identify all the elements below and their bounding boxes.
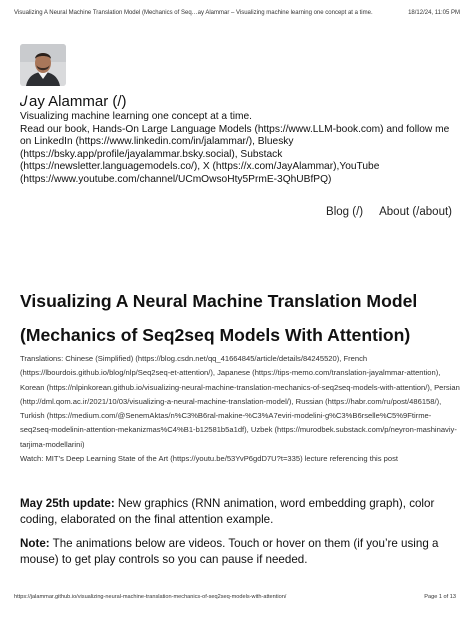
nav-link-about[interactable]: About (/about): [379, 206, 452, 218]
print-footer: [0, 594, 474, 604]
note-text: The animations below are videos. Touch or hover on them (if you’re using a mouse) to get play controls so you can pause if needed.: [20, 537, 439, 566]
nav-link-blog[interactable]: Blog (/): [326, 206, 364, 218]
print-footer-url: https://jalammar.github.io/visualizing-neural-machine-translation-mechanics-of-seq2seq-models-with-attention/: [14, 594, 287, 600]
update-paragraph: [20, 496, 460, 527]
note-label: Note:: [20, 537, 50, 550]
update-text: New graphics (RNN animation, word embedding graph), color coding, elaborated on the final attention example.: [20, 497, 435, 526]
text-cursor-icon: 𝐽: [20, 94, 28, 110]
watch-text: Watch: MIT’s Deep Learning State of the Art (https://youtu.be/53YvP6gdD7U?t=335) lecture referencing this post: [20, 454, 398, 464]
site-title: ay Alammar (/): [29, 93, 127, 110]
site-nav: [326, 206, 452, 218]
site-title-link[interactable]: [20, 93, 127, 110]
print-header-title: Visualizing A Neural Machine Translation Model (Mechanics of Seq…ay Alammar – Visualizing machine learning one concept at a time.: [14, 10, 373, 16]
site-tagline: Visualizing machine learning one concept at a time.: [20, 111, 252, 122]
print-header: [0, 10, 474, 20]
translations-block: [20, 352, 460, 466]
note-paragraph: [20, 536, 460, 567]
avatar-photo: [20, 44, 66, 86]
site-bio-text: Read our book, Hands-On Large Language Models (https://www.LLM-book.com) and follow me on LinkedIn (https://www.linkedin.com/in/jalammar/), Bluesky (https://bsky.app/profile/jayalammar.bsky.social), Substack (https://newsletter.languagemodels.co/), X (https://x.com/JayAlammar),YouTube (https://www.youtube.com/channel/UCmOwsoHty5PrmE-3QhUBfPQ): [20, 123, 450, 185]
print-header-datetime: 18/12/24, 11:05 PM: [408, 10, 460, 16]
site-bio: [20, 111, 460, 187]
print-footer-page: Page 1 of 13: [424, 594, 456, 600]
article-title: Visualizing A Neural Machine Translation Model (Mechanics of Seq2seq Models With Attention): [20, 291, 418, 345]
translations-text: Translations: Chinese (Simplified) (https://blog.csdn.net/qq_41664845/article/details/84245520), French (https://lbourdois.github.io/blog/nlp/Seq2seq-et-attention/), Japanese (https://tips-memo.com/translation-jayalmmar-attention), Korean (https://nlpinkorean.github.io/visualizing-neural-machine-translation-mechanics-of-seq2seq-models-with-attention/), Persian (http://dml.qom.ac.ir/2021/10/03/visualizing-a-neural-machine-translation-model/), Russian (https://habr.com/ru/post/486158/), Turkish (https://medium.com/@SenemAktas/n%C3%B6ral-makine-%C3%A7eviri-modelini-g%C3%B6rselle%C5%9Ftirme-seq2seq-modelinin-attention-mekanizmas%C4%B1-b12581b5a1df), Uzbek (https://murodbek.substack.com/p/neyron-mashinaviy-tarjima-modellarini): [20, 354, 460, 449]
update-label: May 25th update:: [20, 497, 115, 510]
avatar[interactable]: [20, 44, 66, 86]
